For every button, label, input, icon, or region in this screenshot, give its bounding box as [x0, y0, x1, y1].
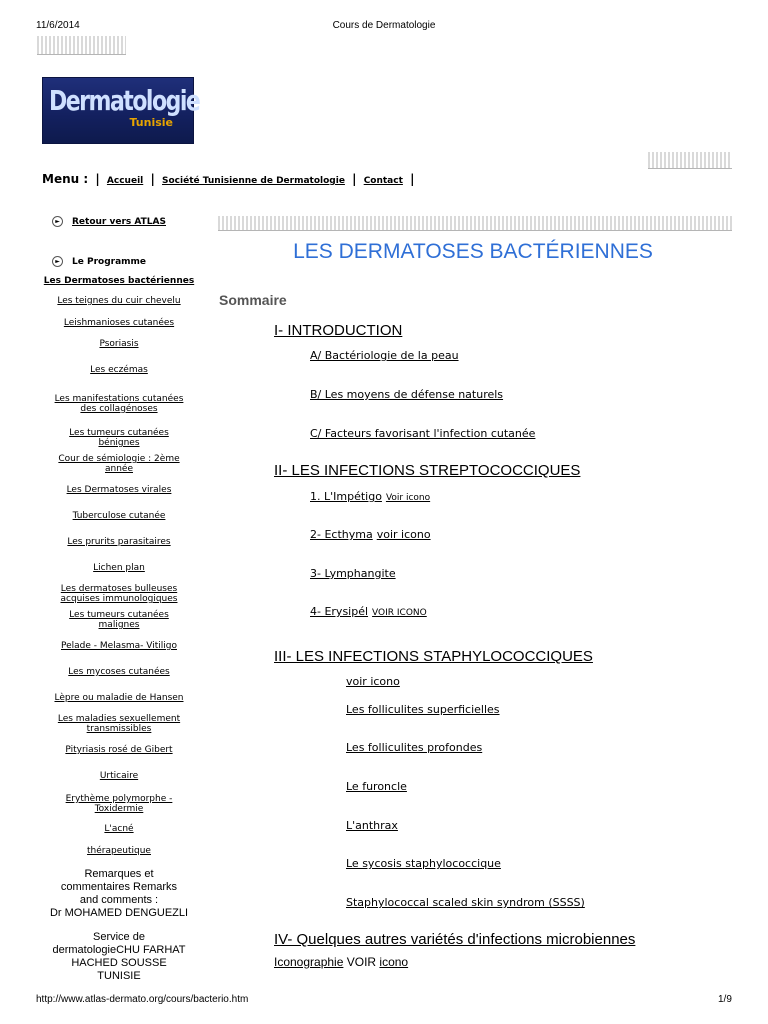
- menu-separator: |: [95, 172, 100, 186]
- print-date: 11/6/2014: [36, 20, 80, 31]
- print-url: http://www.atlas-dermato.org/cours/bacterio.htm: [36, 994, 249, 1005]
- sidebar-item[interactable]: Les Dermatoses virales: [66, 485, 172, 495]
- toc-link[interactable]: 1. L'Impétigo: [310, 490, 382, 503]
- sidebar-current-item[interactable]: Les Dermatoses bactériennes: [43, 276, 195, 286]
- voir-icono-link[interactable]: voir icono: [376, 528, 431, 541]
- section-heading-staphylococciques[interactable]: III- LES INFECTIONS STAPHYLOCOCCIQUES: [274, 648, 593, 665]
- sidebar-item[interactable]: Cour de sémiologie : 2ème année: [58, 454, 180, 474]
- sidebar-item[interactable]: thérapeutique: [87, 846, 151, 856]
- toc-link[interactable]: 4- Erysipél: [310, 605, 369, 618]
- menu-item-contact[interactable]: Contact: [363, 176, 403, 186]
- toc-link[interactable]: Les folliculites profondes: [346, 741, 483, 754]
- sidebar-service: Service de dermatologieCHU FARHAT HACHED SOUSSE TUNISIE: [52, 931, 186, 982]
- sidebar-item[interactable]: L'acné: [104, 824, 134, 834]
- sidebar-item[interactable]: Leishmanioses cutanées: [63, 318, 175, 328]
- sidebar-item[interactable]: Les maladies sexuellement transmissibles: [57, 714, 181, 734]
- toc-link[interactable]: 2- Ecthyma: [310, 528, 373, 541]
- sidebar-item[interactable]: Lichen plan: [93, 563, 145, 573]
- toc-link[interactable]: L'anthrax: [346, 819, 398, 832]
- sidebar-item[interactable]: Erythème polymorphe - Toxidermie: [65, 794, 173, 814]
- menu-item-accueil[interactable]: Accueil: [106, 176, 144, 186]
- sidebar-program[interactable]: ► Le Programme: [52, 256, 146, 267]
- sidebar-item[interactable]: Urticaire: [99, 771, 139, 781]
- logo-text-sub: Tunisie: [129, 116, 173, 129]
- sidebar-item[interactable]: Les teignes du cuir chevelu: [57, 296, 181, 306]
- voir-icono-link[interactable]: Voir icono: [385, 493, 431, 503]
- sidebar-item[interactable]: Les manifestations cutanées des collagénoses: [54, 394, 184, 414]
- voir-icono-link[interactable]: voir icono: [346, 675, 400, 688]
- toc-link[interactable]: Staphylococcal scaled skin syndrom (SSSS): [346, 896, 585, 909]
- toc-link[interactable]: Le furoncle: [346, 780, 407, 793]
- toc-row: [310, 490, 430, 503]
- toc-link[interactable]: Les folliculites superficielles: [346, 703, 500, 716]
- toc-row: [310, 528, 431, 541]
- voir-icono-link[interactable]: VOIR ICONO: [372, 608, 427, 618]
- section-heading-autres-infections[interactable]: IV- Quelques autres variétés d'infections microbiennes: [274, 931, 636, 948]
- section-heading-introduction[interactable]: I- INTRODUCTION: [274, 322, 403, 339]
- sidebar-item[interactable]: Tuberculose cutanée: [72, 511, 166, 521]
- voir-text: VOIR: [346, 955, 377, 969]
- menu-item-std[interactable]: Société Tunisienne de Dermatologie: [162, 176, 345, 186]
- sidebar-item[interactable]: Les eczémas: [90, 365, 148, 375]
- iconographie-row: [274, 955, 408, 969]
- sidebar-item[interactable]: Pelade - Melasma- Vitiligo: [61, 641, 177, 651]
- iconographie-link[interactable]: Iconographie: [274, 955, 344, 969]
- sidebar-item[interactable]: Psoriasis: [99, 339, 139, 349]
- toc-link[interactable]: 3- Lymphangite: [310, 567, 396, 580]
- sidebar-back-link[interactable]: ► Retour vers ATLAS: [52, 216, 166, 227]
- logo-text-main: Dermatologie: [49, 86, 200, 118]
- sidebar-item[interactable]: Les prurits parasitaires: [67, 537, 171, 547]
- toc-link[interactable]: B/ Les moyens de défense naturels: [310, 388, 504, 401]
- content-stripe: [218, 216, 732, 231]
- menu-separator: |: [352, 172, 357, 186]
- sidebar-item[interactable]: Les dermatoses bulleuses acquises immunologiques: [60, 584, 178, 604]
- sidebar-item[interactable]: Les mycoses cutanées: [68, 667, 170, 677]
- print-title: Cours de Dermatologie: [332, 20, 436, 31]
- sidebar-item[interactable]: Les tumeurs cutanées bénignes: [69, 428, 169, 448]
- menu-separator: |: [150, 172, 155, 186]
- sidebar-item[interactable]: Pityriasis rosé de Gibert: [65, 745, 173, 755]
- sidebar-remarks: Remarques et commentaires Remarks and comments : Dr MOHAMED DENGUEZLI: [49, 868, 189, 919]
- toc-link[interactable]: Le sycosis staphylococcique: [346, 857, 501, 870]
- sidebar-item[interactable]: Les tumeurs cutanées malignes: [69, 610, 169, 630]
- toc-link[interactable]: A/ Bactériologie de la peau: [310, 349, 459, 362]
- menu-label: Menu :: [42, 172, 89, 186]
- header-stripe-left: [37, 36, 126, 55]
- page-title: LES DERMATOSES BACTÉRIENNES: [293, 240, 653, 263]
- icono-link[interactable]: icono: [379, 955, 409, 969]
- print-page-number: 1/9: [718, 994, 732, 1005]
- section-heading-streptococciques[interactable]: II- LES INFECTIONS STREPTOCOCCIQUES: [274, 462, 581, 479]
- toc-link[interactable]: C/ Facteurs favorisant l'infection cutanée: [310, 427, 536, 440]
- sommaire-heading: Sommaire: [219, 292, 287, 308]
- toc-row: [310, 605, 427, 618]
- site-logo[interactable]: [42, 77, 200, 144]
- menu-separator: |: [410, 172, 415, 186]
- header-stripe-right: [648, 152, 732, 169]
- sidebar-item[interactable]: Lèpre ou maladie de Hansen: [54, 693, 184, 703]
- circle-arrow-icon: ►: [52, 256, 63, 267]
- main-menu: [42, 172, 418, 186]
- circle-arrow-icon: ►: [52, 216, 63, 227]
